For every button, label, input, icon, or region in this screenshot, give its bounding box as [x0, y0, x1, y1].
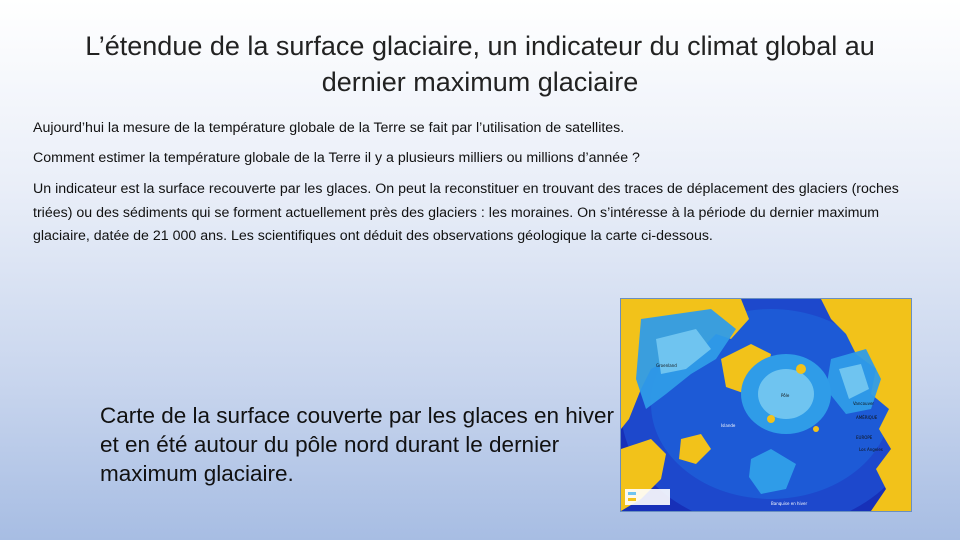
polar-ice-map-graphic [621, 299, 911, 511]
map-label-banquise: Banquise en hiver [771, 501, 808, 506]
legend-swatch-ice [628, 492, 636, 495]
island [796, 364, 806, 374]
map-label-pole: Pôle [781, 393, 790, 398]
polar-ice-map [620, 298, 912, 512]
paragraph-satellites: Aujourd’hui la mesure de la température globale de la Terre se fait par l’utilisation de satellites. [33, 120, 625, 136]
paragraph-indicator: Un indicateur est la surface recouverte par les glaces. On peut la reconstituer en trouvant des traces de déplacement des glaciers (roches triées) ou des sédiments qui se forment actuellement près des glaciers : les moraines. On s’intéresse à la période du dernier maximum glaciaire, datée de 21 000 ans. Les scientifiques ont déduit des observations géologique la carte ci-dessous. [33, 181, 899, 244]
map-label-los-angeles: Los Angeles [859, 447, 883, 452]
map-label-amerique: AMÉRIQUE [856, 415, 878, 420]
island [813, 426, 819, 432]
map-label-vancouver: Vancouver [853, 401, 875, 406]
map-legend [625, 489, 670, 505]
paragraph-question: Comment estimer la température globale de la Terre il y a plusieurs milliers ou millions d’année ? [33, 150, 640, 166]
map-label-islande: Islande [721, 423, 736, 428]
island [767, 415, 775, 423]
map-label-europe: EUROPE [856, 435, 873, 440]
map-caption: Carte de la surface couverte par les glaces en hiver et en été autour du pôle nord durant le dernier maximum glaciaire. [100, 403, 615, 486]
slide-title: L’étendue de la surface glaciaire, un indicateur du climat global au dernier maximum glaciaire [85, 31, 875, 97]
map-label-groenland: Groenland [656, 363, 677, 368]
legend-swatch-land [628, 498, 636, 501]
